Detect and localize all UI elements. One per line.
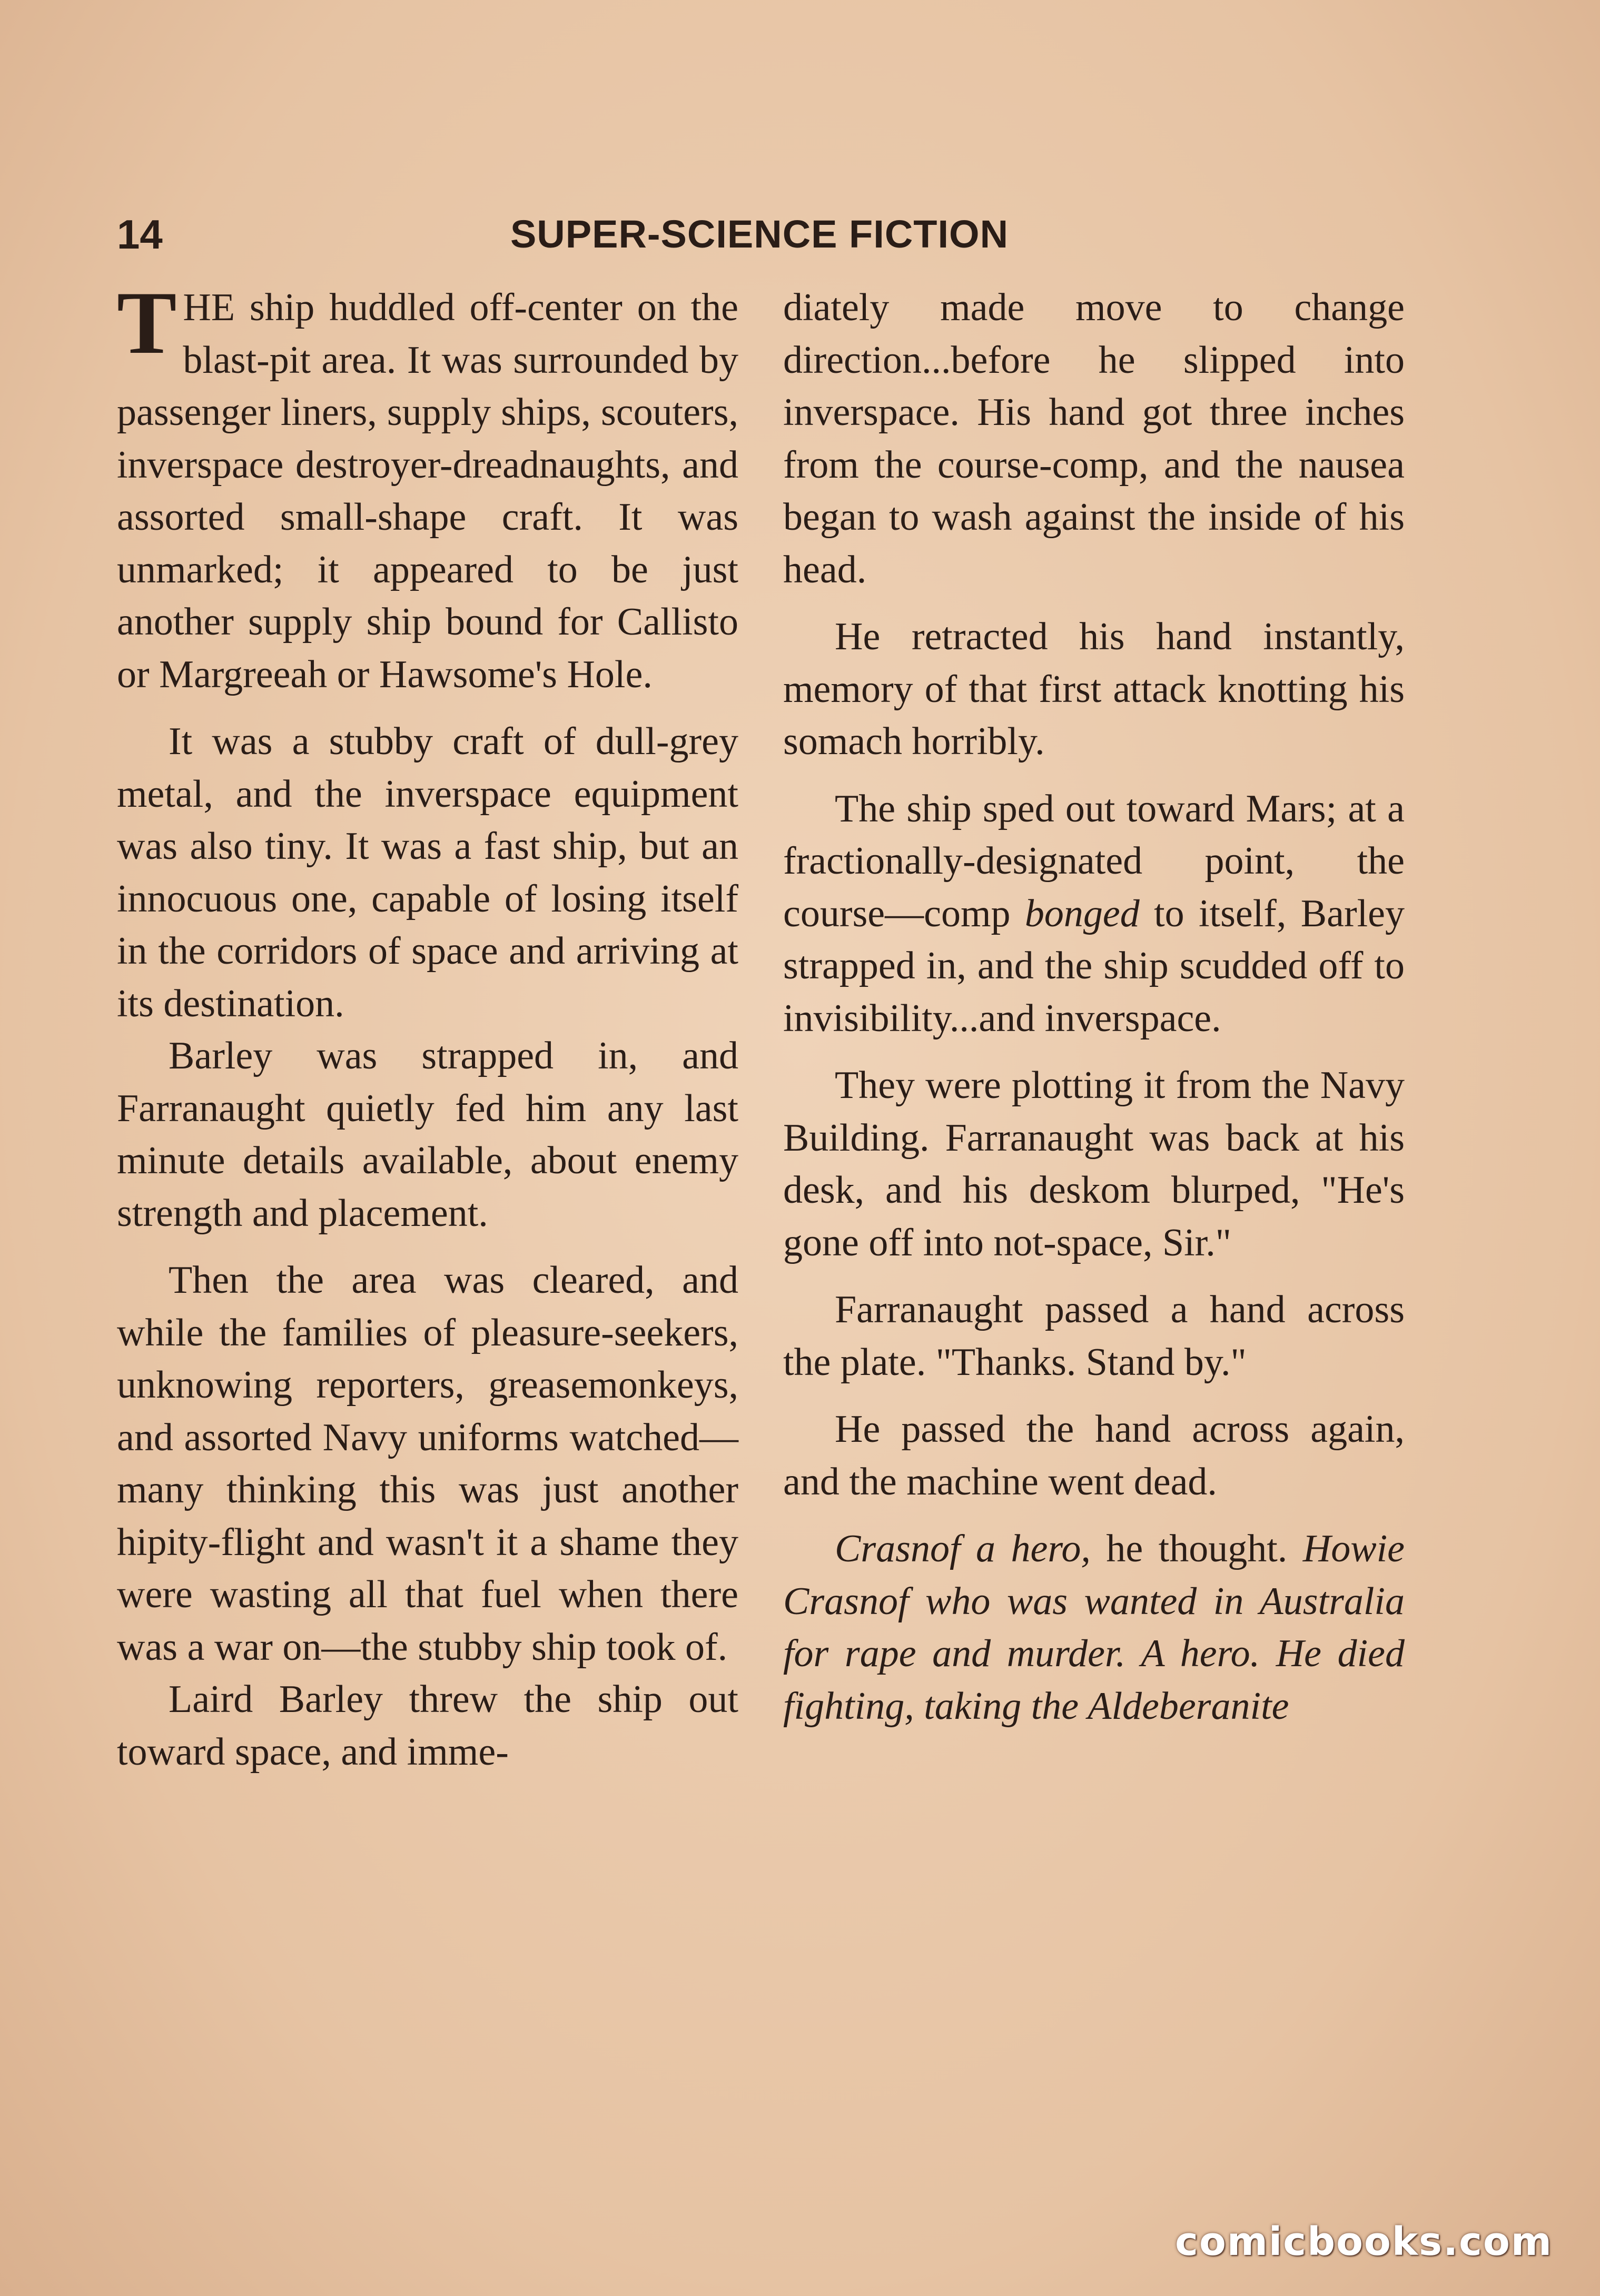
paragraph: Barley was strapped in, and Farranaught quietly fed him any last minute details available, about enemy strength and placement.: [117, 1034, 738, 1235]
paragraph: Laird Barley threw the ship out toward space, and imme-: [117, 1678, 738, 1774]
paragraph-text: he thought.: [1090, 1527, 1303, 1570]
italic-text: Howie Crasnof who was wanted in Australia for rape and murder. A hero. He died fighting, taking the Aldeberanite: [783, 1527, 1405, 1728]
left-column: [117, 273, 738, 2199]
running-title: SUPER-SCIENCE FICTION: [510, 212, 1009, 256]
site-watermark: comicbooks.com: [1175, 2219, 1553, 2264]
paragraph: [783, 1523, 1405, 1733]
paragraph: It was a stubby craft of dull-grey metal, and the inverspace equipment was also tiny. It was a fast ship, but an innocuous one, capable of losing itself in the corridors of space and arriving at its destination.: [117, 720, 738, 1025]
paragraph: Then the area was cleared, and while the families of pleasure-seekers, unknowing reporters, greasemonkeys, and assorted Navy uniforms watched—many thinking this was just another hipity-flight and wasn't it a shame they were wasting all that fuel when there was a war on—the stubby ship took of.: [117, 1259, 738, 1669]
italic-text: bonged: [1024, 892, 1140, 935]
italic-text: Crasnof a hero,: [835, 1527, 1091, 1570]
page-number: 14: [117, 211, 163, 258]
paragraph: [783, 783, 1405, 1045]
page-header: [117, 208, 1402, 266]
paragraph: Farranaught passed a hand across the plate. "Thanks. Stand by.": [783, 1288, 1405, 1384]
paragraph: [117, 273, 738, 701]
paragraph: He passed the hand across again, and the machine went dead.: [783, 1408, 1405, 1503]
paragraph: He retracted his hand instantly, memory of that first attack knotting his somach horribly.: [783, 615, 1405, 763]
paragraph: diately made move to change direction...before he slipped into inverspace. His hand got three inches from the course-comp, and the nausea began to wash against the inside of his head.: [783, 286, 1405, 591]
drop-cap: T: [117, 273, 177, 372]
paragraph-text: The ship sped out toward Mars; at a fractionally-designated point, the course—comp: [783, 787, 1405, 935]
paragraph-text: HE ship huddled off-center on the blast-pit area. It was surrounded by passenger liners, supply ships, scouters, inverspace destroyer-dreadnaughts, and assorted small-shape craft. It was unmarked; it appeared to be just another supply ship bound for Callisto or Margreeah or Hawsome's Hole.: [117, 286, 738, 696]
paragraph: They were plotting it from the Navy Building. Farranaught was back at his desk, and his deskom blurped, "He's gone off into not-space, Sir.": [783, 1064, 1405, 1264]
paragraph-text: to itself, Barley strapped in, and the ship scudded off to invisibility...and inverspace.: [783, 892, 1405, 1040]
right-column: [783, 282, 1405, 2199]
